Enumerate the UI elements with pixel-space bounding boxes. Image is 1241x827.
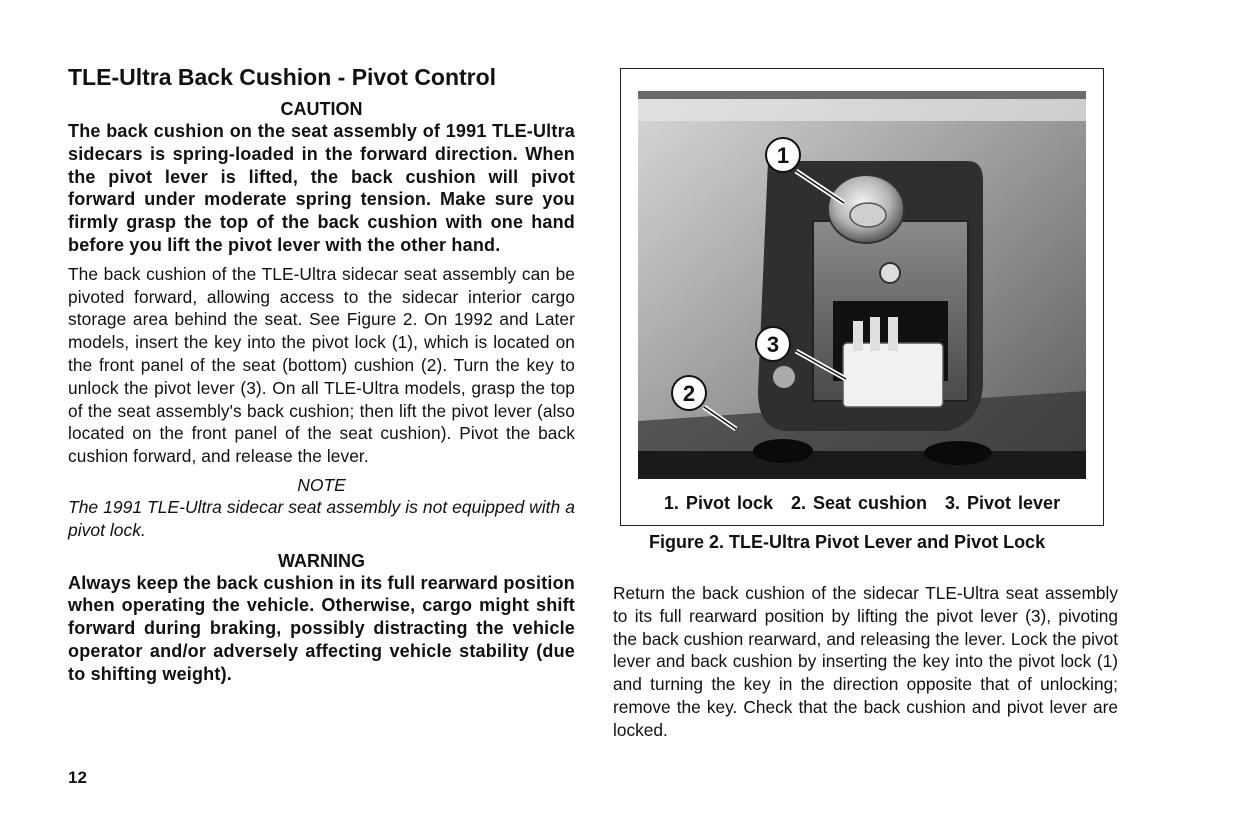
callout-1 — [766, 138, 800, 172]
caution-text: The back cushion on the seat assembly of 1991 TLE-Ultra sidecars is spring-loaded in the forward direction. When the pivot lever is lifted, the back cushion will pivot forward under moderate spring tension. Make sure you firmly grasp the top of the back cushion with one hand before you lift the pivot lever with the other hand. — [68, 121, 575, 255]
warning-text: Always keep the back cushion in its full rearward position when operating the vehicle. Otherwise, cargo might shift forward during braking, possibly distracting the vehicle operator and/or adversely affecting vehicle stability (due to shifting weight). — [68, 572, 575, 684]
legend-item-seat-cushion: 2. Seat cushion — [790, 493, 928, 513]
legend-item-pivot-lock: 1. Pivot lock — [663, 493, 773, 513]
body-paragraph: The back cushion of the TLE-Ultra sidecar seat assembly can be pivoted forward, allowing access to the sidecar interior cargo storage area behind the seat. See Figure 2. On 1992 and Later models, insert the key into the pivot lock (1), which is located on the front panel of the seat (bottom) cushion (2). Turn the key to unlock the pivot lever (3). On all TLE-Ultra models, grasp the top of the seat assembly's back cushion; then lift the pivot lever (also located on the front panel of the seat cushion). Pivot the back cushion forward, and release the lever. — [68, 263, 575, 467]
figure-legend — [621, 491, 1103, 515]
callout-1-label: 1 — [776, 143, 790, 168]
left-column — [68, 62, 575, 692]
figure-frame — [620, 68, 1104, 526]
page-number: 12 — [68, 768, 87, 787]
right-paragraph: Return the back cushion of the sidecar TLE-Ultra seat assembly to its full rearward position by lifting the pivot lever (3), pivoting the back cushion rearward, and releasing the lever. Lock the pivot lever and back cushion by inserting the key into the pivot lock (1) and turning the key in the direction opposite that of unlocking; remove the key. Check that the back cushion and pivot lever are locked. — [613, 583, 1118, 740]
figure-caption: Figure 2. TLE-Ultra Pivot Lever and Pivot Lock — [649, 532, 1046, 552]
note-text: The 1991 TLE-Ultra sidecar seat assembly is not equipped with a pivot lock. — [68, 496, 575, 540]
callout-3-label: 3 — [766, 332, 780, 357]
legend-item-pivot-lever: 3. Pivot lever — [945, 493, 1061, 513]
warning-label: WARNING — [278, 550, 365, 571]
caution-label: CAUTION — [280, 99, 363, 119]
figure-photo — [638, 91, 1086, 479]
callout-2-label: 2 — [682, 381, 696, 406]
note-label: NOTE — [297, 474, 346, 495]
callout-2 — [672, 376, 706, 410]
section-heading: TLE-Ultra Back Cushion - Pivot Control — [68, 64, 497, 90]
callout-3 — [756, 327, 790, 361]
